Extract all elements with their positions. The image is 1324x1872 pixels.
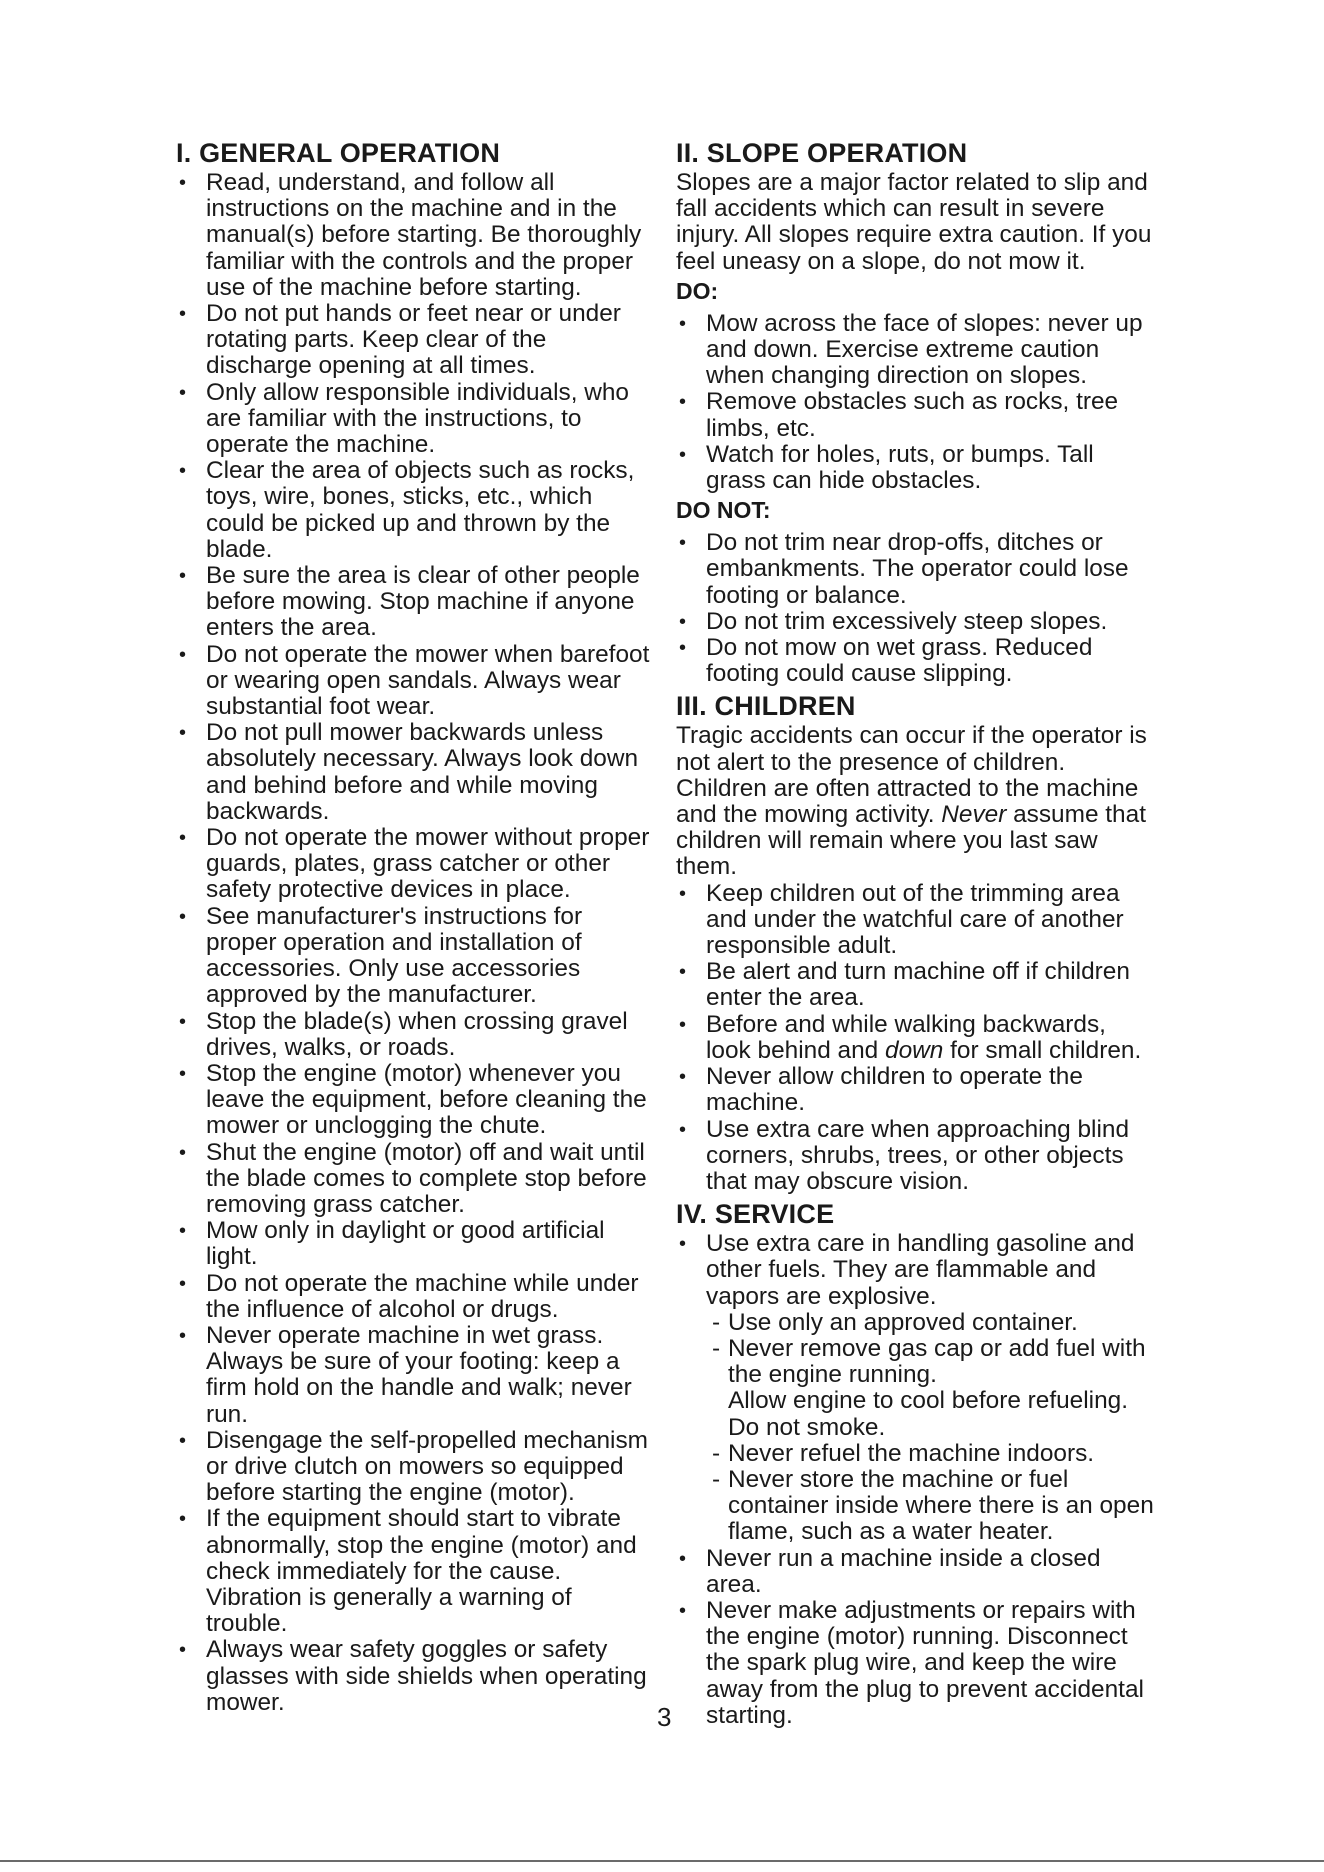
- list-item: • Mow across the face of slopes: never up and down. Exercise extreme caution when changing direction on slopes.: [676, 311, 1156, 390]
- list-item: • Never operate machine in wet grass. Always be sure of your footing: keep a firm hold on the handle and walk; never run.: [176, 1323, 656, 1428]
- list-item: • Disengage the self-propelled mechanism or drive clutch on mowers so equipped before starting the engine (motor).: [176, 1428, 656, 1507]
- list-item: • Mow only in daylight or good artificial light.: [176, 1218, 656, 1270]
- list-item: • Never allow children to operate the machine.: [676, 1064, 1156, 1116]
- do-not-label: DO NOT:: [676, 497, 771, 524]
- children-intro-text: Tragic accidents can occur if the operator is not alert to the presence of children. Children are often attracted to the machine and the mowing activity.: [676, 722, 1147, 829]
- list-item: • If the equipment should start to vibrate abnormally, stop the engine (motor) and check immediately for the cause. Vibration is generally a warning of trouble.: [176, 1506, 656, 1637]
- list-item: • Never make adjustments or repairs with the engine (motor) running. Disconnect the spark plug wire, and keep the wire away from the plug to prevent accidental starting.: [676, 1598, 1156, 1729]
- list-item: • Only allow responsible individuals, who are familiar with the instructions, to operate the machine.: [176, 380, 656, 459]
- list-item: • Never run a machine inside a closed area.: [676, 1546, 1156, 1598]
- sub-list-item-extra: Allow engine to cool before refueling. Do not smoke.: [728, 1387, 1128, 1441]
- list-item: • Always wear safety goggles or safety glasses with side shields when operating mower.: [176, 1637, 656, 1716]
- sub-list-item: [712, 1336, 1156, 1441]
- list-item: • Do not pull mower backwards unless absolutely necessary. Always look down and behind before and while moving backwards.: [176, 720, 656, 825]
- children-list: [676, 881, 1156, 1195]
- list-item: • Keep children out of the trimming area and under the watchful care of another responsible adult.: [676, 881, 1156, 960]
- sub-list-item: - Never refuel the machine indoors.: [712, 1441, 1156, 1467]
- list-item: • Do not mow on wet grass. Reduced footing could cause slipping.: [676, 635, 1156, 687]
- do-label: DO:: [676, 277, 719, 304]
- section-heading-slope-operation: II. SLOPE OPERATION: [676, 138, 968, 168]
- section-heading-service: IV. SERVICE: [676, 1199, 835, 1230]
- list-item-text-end: for small children.: [943, 1036, 1142, 1064]
- children-intro: [676, 723, 1156, 880]
- service-list: [676, 1231, 1156, 1729]
- list-item: • Do not operate the mower without proper guards, plates, grass catcher or other safety protective devices in place.: [176, 825, 656, 904]
- general-operation-list: [176, 170, 656, 1716]
- section-heading-children: III. CHILDREN: [676, 691, 856, 722]
- list-item: [676, 1012, 1156, 1064]
- list-item: • Read, understand, and follow all instructions on the machine and in the manual(s) before starting. Be thoroughly familiar with the controls and the proper use of the machine before starting.: [176, 170, 656, 301]
- left-column: [176, 134, 656, 1716]
- list-item: [676, 1231, 1156, 1545]
- list-item-emphasis: down: [885, 1036, 944, 1064]
- list-item: • Stop the engine (motor) whenever you leave the equipment, before cleaning the mower or unclogging the chute.: [176, 1061, 656, 1140]
- list-item: • See manufacturer's instructions for proper operation and installation of accessories. Only use accessories approved by the manufacturer.: [176, 904, 656, 1009]
- sub-list-item: - Use only an approved container.: [712, 1310, 1156, 1336]
- sub-list-item: - Never store the machine or fuel container inside where there is an open flame, such as a water heater.: [712, 1467, 1156, 1546]
- children-intro-text-end: assume that children will remain where you last saw them.: [676, 801, 1146, 881]
- list-item: • Do not operate the mower when barefoot or wearing open sandals. Always wear substantial foot wear.: [176, 642, 656, 721]
- list-item-text: Before and while walking backwards, look behind and: [706, 1010, 1106, 1064]
- section-heading-general-operation: I. GENERAL OPERATION: [176, 138, 501, 168]
- children-intro-emphasis: Never: [941, 801, 1007, 829]
- slope-do-list: [676, 311, 1156, 494]
- list-item: • Be sure the area is clear of other people before mowing. Stop machine if anyone enters the area.: [176, 563, 656, 642]
- slope-intro: Slopes are a major factor related to slip and fall accidents which can result in severe injury. All slopes require extra caution. If you feel uneasy on a slope, do not mow it.: [676, 169, 1152, 275]
- list-item: • Do not trim near drop-offs, ditches or embankments. The operator could lose footing or balance.: [676, 530, 1156, 609]
- fuel-sub-list: [712, 1310, 1156, 1546]
- list-item: • Clear the area of objects such as rocks, toys, wire, bones, sticks, etc., which could be picked up and thrown by the blade.: [176, 458, 656, 563]
- list-item: • Watch for holes, ruts, or bumps. Tall grass can hide obstacles.: [676, 442, 1156, 494]
- right-column: [676, 134, 1156, 1729]
- list-item: • Do not trim excessively steep slopes.: [676, 609, 1156, 635]
- bottom-divider: [0, 1860, 1324, 1862]
- list-item: • Stop the blade(s) when crossing gravel drives, walks, or roads.: [176, 1009, 656, 1061]
- list-item: • Do not put hands or feet near or under rotating parts. Keep clear of the discharge opening at all times.: [176, 301, 656, 380]
- sub-list-item-text: Never remove gas cap or add fuel with the engine running.: [728, 1334, 1146, 1389]
- page-number: 3: [657, 1702, 672, 1732]
- list-item-text: Use extra care in handling gasoline and other fuels. They are flammable and vapors are explosive.: [706, 1230, 1135, 1310]
- list-item: • Shut the engine (motor) off and wait until the blade comes to complete stop before removing grass catcher.: [176, 1140, 656, 1219]
- list-item: • Be alert and turn machine off if children enter the area.: [676, 959, 1156, 1011]
- list-item: • Remove obstacles such as rocks, tree limbs, etc.: [676, 389, 1156, 441]
- slope-do-not-list: [676, 530, 1156, 687]
- list-item: • Do not operate the machine while under the influence of alcohol or drugs.: [176, 1271, 656, 1323]
- list-item: • Use extra care when approaching blind corners, shrubs, trees, or other objects that may obscure vision.: [676, 1117, 1156, 1196]
